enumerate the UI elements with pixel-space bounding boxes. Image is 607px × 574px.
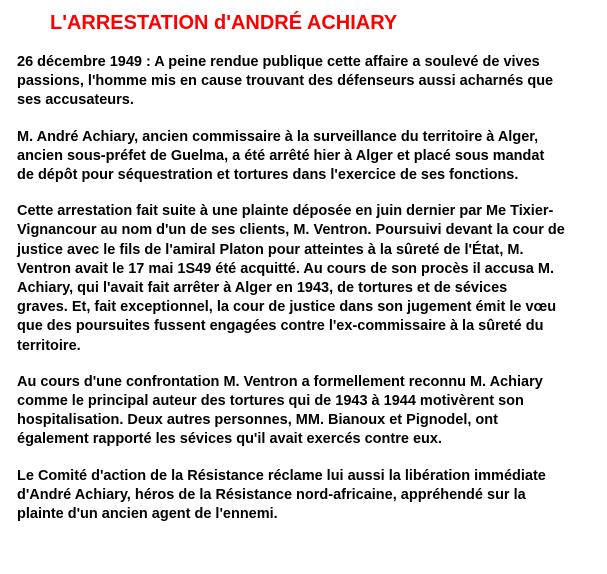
text-line: ancien sous-préfet de Guelma, a été arrêté hier à Alger et placé sous mandat — [17, 147, 545, 164]
paragraph-5 — [17, 467, 597, 525]
text-line: Vignancour au nom d'un de ses clients, M. Ventron. Poursuivi devant la cour de — [17, 222, 565, 239]
paragraph-3 — [17, 202, 597, 356]
text-line: hospitalisation. Deux autres personnes, MM. Bianoux et Pignodel, ont — [17, 412, 498, 429]
text-line: que des poursuites fussent engagées contre l'ex-commissaire à la sûreté du — [17, 318, 544, 335]
paragraph-2 — [17, 128, 597, 186]
text-line: M. André Achiary, ancien commissaire à la surveillance du territoire à Alger, — [17, 128, 539, 145]
page-title: L'ARRESTATION d'ANDRÉ ACHIARY — [50, 12, 398, 34]
text-line: ses accusateurs. — [17, 92, 134, 109]
text-line: justice avec le fils de l'amiral Platon pour atteintes à la sûreté de l'État, M. — [17, 241, 524, 258]
text-line: Ventron avait le 17 mai 1S49 été acquitté. Au cours de son procès il accusa M. — [17, 260, 554, 277]
article-body — [17, 53, 597, 541]
paragraph-1 — [17, 53, 597, 111]
text-line: Cette arrestation fait suite à une plainte déposée en juin dernier par Me Tixier- — [17, 203, 554, 220]
text-line: Le Comité d'action de la Résistance réclame lui aussi la libération immédiate — [17, 467, 546, 484]
text-line: 26 décembre 1949 : A peine rendue publique cette affaire a soulevé de vives — [17, 54, 540, 70]
text-line: Achiary, qui l'avait fait arrêter à Alger en 1943, de tortures et de sévices — [17, 280, 508, 297]
text-line: passions, l'homme mis en cause trouvant des défenseurs aussi acharnés que — [17, 73, 554, 90]
text-line: territoire. — [17, 337, 81, 354]
paragraph-4 — [17, 373, 597, 450]
text-line: comme le principal auteur des tortures qui de 1943 à 1944 motivèrent son — [17, 393, 524, 410]
text-line: de dépôt pour séquestration et tortures dans l'exercice de ses fonctions. — [17, 167, 519, 184]
text-line: également rapporté les sévices qu'il avait exercés contre eux. — [17, 431, 442, 448]
text-line: graves. Et, fait exceptionnel, la cour de justice dans son jugement émit le vœu — [17, 299, 557, 316]
text-line: plainte d'un ancien agent de l'ennemi. — [17, 506, 278, 523]
text-line: d'André Achiary, héros de la Résistance nord-africaine, appréhendé sur la — [17, 486, 526, 503]
text-line: Au cours d'une confrontation M. Ventron a formellement reconnu M. Achiary — [17, 373, 543, 390]
